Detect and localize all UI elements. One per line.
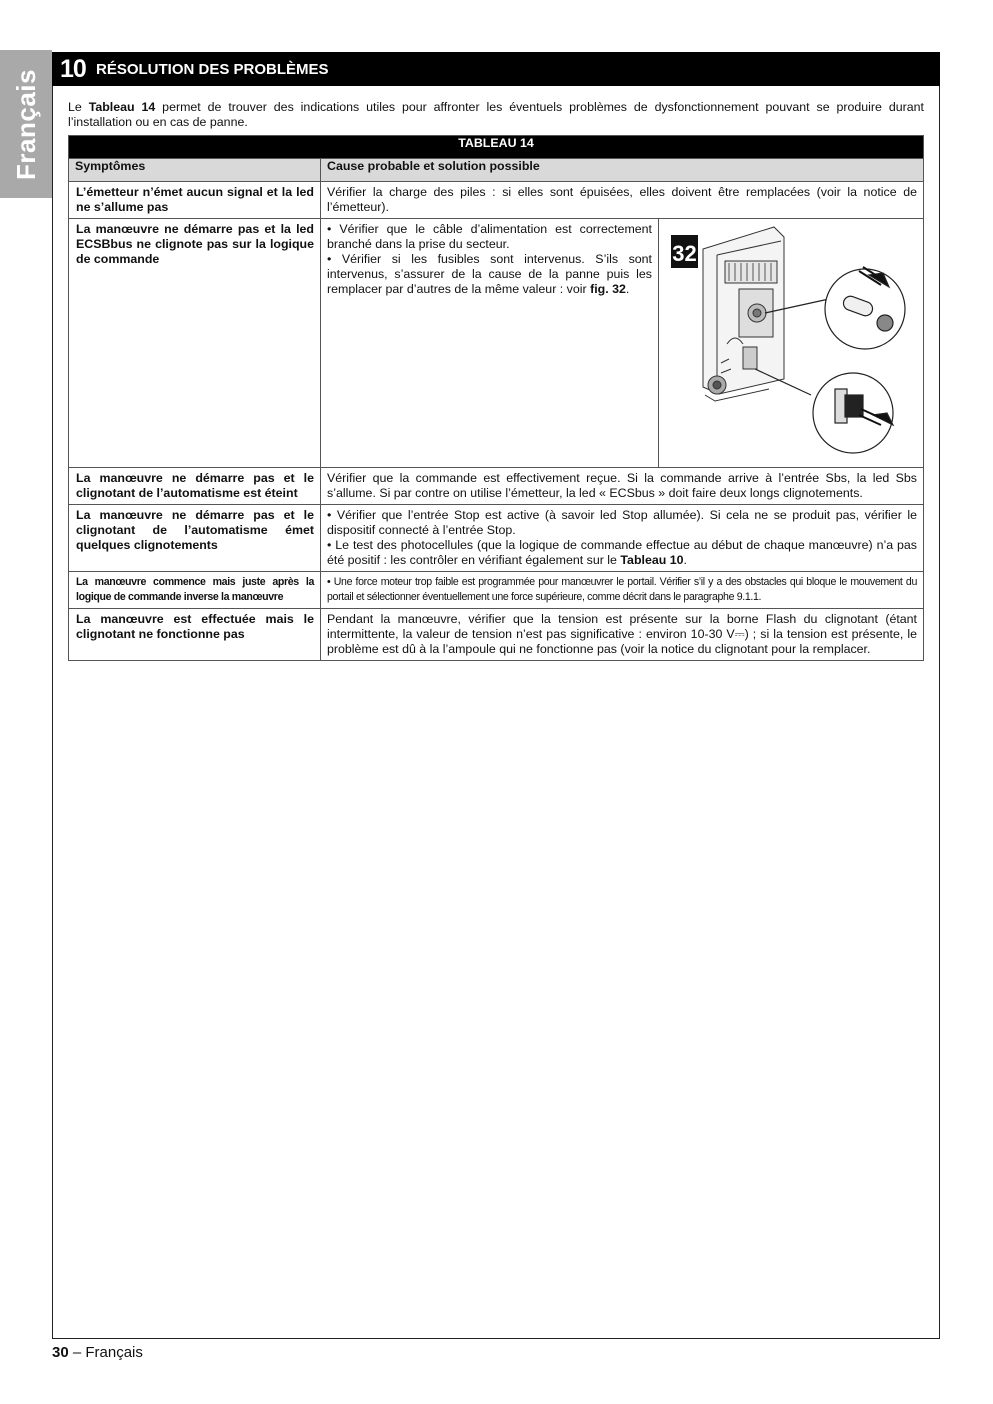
solution-cell: Vérifier que la commande est effectivement reçue. Si la commande arrive à l’entrée Sbs, la led Sbs s’allume. Si par contre on utilise l’émetteur, la led « ECSbus » doit faire deux longs clignotements. [321, 468, 924, 505]
control-board-illustration [703, 227, 784, 401]
symptom-cell: La manœuvre ne démarre pas et le clignotant de l’automatisme est éteint [69, 468, 321, 505]
fuse-diagram-figure [659, 219, 923, 463]
page-footer [52, 1344, 143, 1361]
table-row [69, 182, 924, 219]
solution-cell [321, 505, 924, 572]
solution-cell: • Une force moteur trop faible est programmée pour manœuvrer le portail. Vérifier s’il y a des obstacles qui bloque le mouvement du portail et sélectionner éventuellement une force supérieure, comme décrit dans le paragraphe 9.1.1. [321, 572, 924, 609]
figure-reference: fig. 32 [590, 282, 626, 296]
table-reference: Tableau 10 [620, 553, 684, 567]
solution-cell [321, 219, 659, 468]
solution-bullet: • Vérifier que l’entrée Stop est active (à savoir led Stop allumée). Si cela ne se produit pas, vérifier le dispositif connecté à l’entrée Stop. [327, 508, 917, 537]
intro-paragraph [68, 100, 924, 130]
table-row [69, 572, 924, 609]
header-symptoms: Symptômes [69, 159, 321, 182]
table-row [69, 468, 924, 505]
figure-32-cell [659, 219, 924, 468]
table-row [69, 219, 924, 468]
table-caption: TABLEAU 14 [69, 136, 924, 159]
intro-text-2: permet de trouver des indications utiles pour affronter les éventuels problèmes de dysfonctionnement pouvant se produire durant l’installation ou en cas de panne. [68, 100, 924, 129]
fuse-callout-illustration [765, 267, 905, 349]
section-title: RÉSOLUTION DES PROBLÈMES [96, 60, 329, 78]
section-title-bar [52, 52, 940, 86]
solution-text: • Le test des photocellules (que la logique de commande effectue au début de chaque manœuvre) n’a pas été positif : les contrôler en vérifiant également sur le [327, 538, 917, 567]
header-solution: Cause probable et solution possible [321, 159, 924, 182]
language-side-tab [0, 50, 52, 198]
symptom-cell: La manœuvre commence mais juste après la logique de commande inverse la manœuvre [69, 572, 321, 609]
solution-text: . [683, 553, 687, 567]
solution-cell: Vérifier la charge des piles : si elles sont épuisées, elles doivent être remplacées (voir la notice de l’émetteur). [321, 182, 924, 219]
solution-text: . [625, 282, 630, 296]
page-number: 30 [52, 1344, 69, 1361]
troubleshooting-table [68, 135, 924, 661]
solution-bullet [327, 538, 917, 568]
table-row [69, 609, 924, 661]
connector-callout-illustration [755, 369, 893, 453]
intro-bold-ref: Tableau 14 [88, 100, 156, 114]
symptom-cell: L’émetteur n’émet aucun signal et la led ne s’allume pas [69, 182, 321, 219]
symptom-cell: La manœuvre est effectuée mais le clignotant ne fonctionne pas [69, 609, 321, 661]
solution-cell: Pendant la manœuvre, vérifier que la tension est présente sur la borne Flash du clignotant (étant intermittente, la valeur de tension n’est pas significative : environ 10-30 V⎓) ; si la tension est présente, le problème est dû à la l’ampoule qui ne fonctionne pas (voir la notice du clignotant pour la remplacer. [321, 609, 924, 661]
symptom-cell: La manœuvre ne démarre pas et le clignotant de l’automatisme émet quelques clignotements [69, 505, 321, 572]
section-number: 10 [60, 54, 86, 83]
symptom-cell: La manœuvre ne démarre pas et la led ECSBbus ne clignote pas sur la logique de commande [69, 219, 321, 468]
footer-separator: – [68, 1344, 86, 1361]
intro-text-1: Le [68, 100, 89, 114]
language-label: Français [10, 68, 41, 180]
solution-bullet: • Vérifier que le câble d’alimentation est correctement branché dans la prise du secteur. [327, 222, 652, 251]
solution-text: • Vérifier si les fusibles sont intervenus. S’ils sont intervenus, s’assurer de la cause de la panne puis les remplacer par d’autres de la même valeur : voir [327, 252, 652, 296]
solution-bullet [327, 252, 652, 297]
figure-label: 32 [672, 241, 697, 266]
footer-language: Français [85, 1344, 143, 1361]
table-row [69, 505, 924, 572]
